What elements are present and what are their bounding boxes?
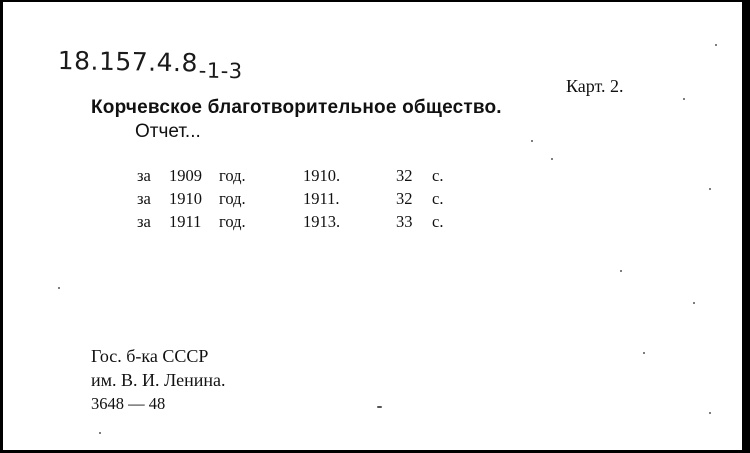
speck (531, 140, 533, 142)
speck (99, 432, 101, 434)
speck (709, 412, 711, 414)
entry-prefix: за (137, 212, 151, 231)
entry-publication-year: 1913. (303, 212, 341, 231)
speck (551, 158, 553, 160)
speck (715, 44, 717, 46)
entry-prefix: за (137, 166, 151, 185)
entry-year: 1910 (169, 189, 202, 208)
entry-row (3, 189, 603, 211)
library-name: Гос. б-ка СССР (91, 346, 209, 366)
entry-prefix: за (137, 189, 151, 208)
entry-pages: 33 (396, 212, 413, 231)
entry-year: 1911 (169, 212, 202, 231)
entry-publication-year: 1910. (303, 166, 341, 185)
entry-year-word: год. (219, 166, 246, 185)
entry-year: 1909 (169, 166, 202, 185)
speck (643, 352, 645, 354)
speck (620, 270, 622, 272)
print-code: 3648 — 48 (91, 394, 166, 413)
shelfmark-number: 18.157.4.8 (57, 46, 199, 78)
entry-pages: 32 (396, 166, 413, 185)
entry-pages-unit: с. (432, 212, 444, 231)
entry-year-word: год. (219, 212, 246, 231)
card-title: Корчевское благотворительное общество. (91, 97, 502, 118)
entry-pages: 32 (396, 189, 413, 208)
entry-row (3, 166, 603, 188)
entry-publication-year: 1911. (303, 189, 340, 208)
speck (683, 98, 685, 100)
catalog-card (3, 2, 745, 450)
speck (377, 406, 382, 408)
entry-row (3, 212, 603, 234)
shelfmark (57, 46, 243, 84)
entry-pages-unit: с. (432, 166, 444, 185)
card-subtitle: Отчет... (135, 121, 201, 142)
entry-year-word: год. (219, 189, 246, 208)
entry-pages-unit: с. (432, 189, 444, 208)
library-dedication: им. В. И. Ленина. (91, 370, 226, 390)
card-number: Карт. 2. (566, 76, 624, 96)
speck (58, 287, 60, 289)
shelfmark-suffix: -1-3 (198, 58, 243, 84)
speck (709, 188, 711, 190)
speck (693, 302, 695, 304)
